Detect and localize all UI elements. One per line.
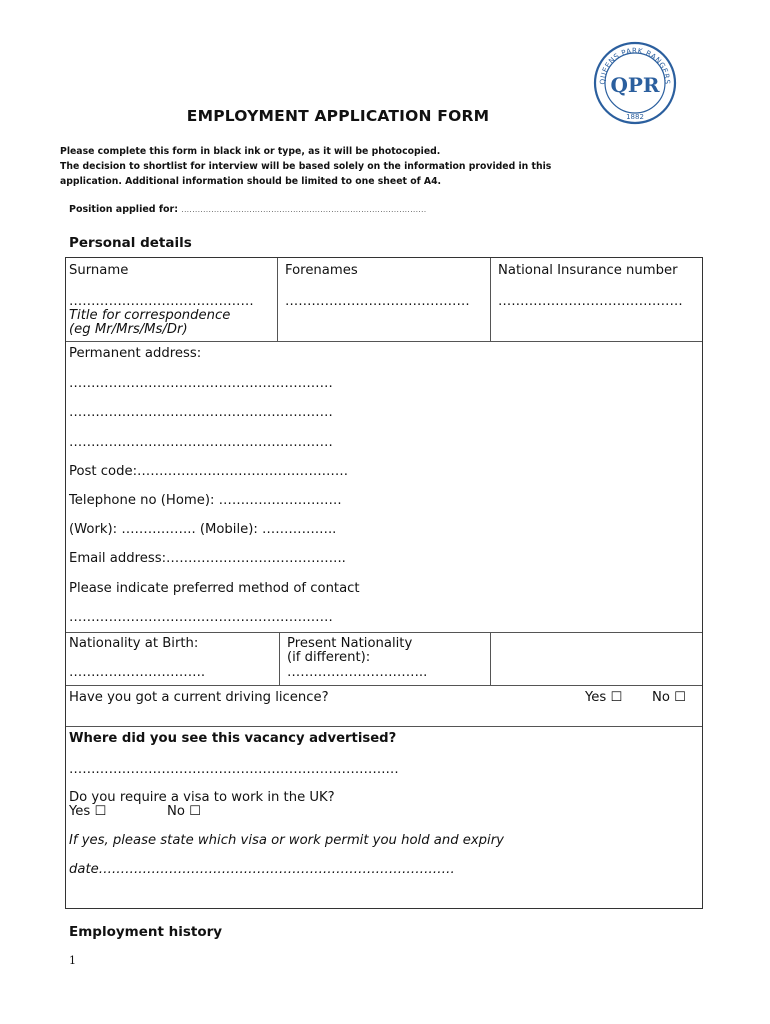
driving-licence-yes-checkbox[interactable]: Yes ☐ bbox=[585, 690, 623, 705]
position-dots[interactable]: .......................................................................................... bbox=[181, 206, 427, 214]
preferred-contact-input[interactable]: …………………………………………………… bbox=[69, 610, 333, 625]
postcode-field[interactable]: Post code:………………………………………… bbox=[69, 464, 349, 479]
col-divider bbox=[279, 632, 280, 685]
nationality-birth-input[interactable]: …………………………. bbox=[69, 665, 206, 680]
logo-year: 1882 bbox=[626, 113, 644, 121]
visa-yes-checkbox[interactable]: Yes ☐ bbox=[69, 804, 107, 819]
permanent-address-label: Permanent address: bbox=[69, 346, 202, 361]
nationality-birth-label: Nationality at Birth: bbox=[69, 636, 199, 651]
if-different-label: (if different): bbox=[287, 650, 371, 665]
logo-monogram: QPR bbox=[610, 73, 660, 97]
email-field[interactable]: Email address:………………………………….. bbox=[69, 551, 346, 566]
instructions bbox=[60, 144, 620, 189]
position-label: Position applied for bbox=[69, 204, 175, 215]
instruction-line: The decision to shortlist for interview will be based solely on the information provided in this bbox=[60, 161, 552, 172]
col-divider bbox=[490, 258, 491, 341]
address-line-1[interactable]: …………………………………………………… bbox=[69, 376, 333, 391]
visa-permit-instruction: If yes, please state which visa or work permit you hold and expiry bbox=[69, 833, 504, 848]
title-correspondence-example: (eg Mr/Mrs/Ms/Dr) bbox=[69, 322, 188, 337]
vacancy-advertised-input[interactable]: ………………………………………………………………… bbox=[69, 762, 399, 777]
row-divider bbox=[66, 632, 702, 633]
ni-number-label: National Insurance number bbox=[498, 263, 678, 278]
col-divider bbox=[490, 632, 491, 685]
personal-details-table bbox=[65, 257, 703, 909]
forenames-input[interactable]: …………………………………… bbox=[285, 294, 470, 309]
ni-number-input[interactable]: …………………………………… bbox=[498, 294, 683, 309]
address-line-2[interactable]: …………………………………………………… bbox=[69, 405, 333, 420]
forenames-label: Forenames bbox=[285, 263, 358, 278]
personal-details-heading: Personal details bbox=[69, 235, 192, 251]
row-divider bbox=[66, 685, 702, 686]
position-colon: : bbox=[174, 204, 179, 215]
work-mobile-field[interactable]: (Work): …………….. (Mobile): …………….. bbox=[69, 522, 337, 537]
preferred-contact-label: Please indicate preferred method of contact bbox=[69, 581, 360, 596]
present-nationality-input[interactable]: ………………………….. bbox=[287, 665, 428, 680]
telephone-home-field[interactable]: Telephone no (Home): ………………………. bbox=[69, 493, 342, 508]
address-line-3[interactable]: …………………………………………………… bbox=[69, 435, 333, 450]
visa-question: Do you require a visa to work in the UK? bbox=[69, 790, 335, 805]
surname-label: Surname bbox=[69, 263, 129, 278]
position-applied-field[interactable] bbox=[69, 204, 427, 215]
employment-history-heading: Employment history bbox=[69, 924, 223, 940]
col-divider bbox=[277, 258, 278, 341]
instruction-line: application. Additional information should be limited to one sheet of A4. bbox=[60, 176, 442, 187]
visa-no-checkbox[interactable]: No ☐ bbox=[167, 804, 201, 819]
driving-licence-no-checkbox[interactable]: No ☐ bbox=[652, 690, 686, 705]
instruction-line: Please complete this form in black ink or type, as it will be photocopied. bbox=[60, 146, 441, 157]
present-nationality-label: Present Nationality bbox=[287, 636, 413, 651]
vacancy-advertised-heading: Where did you see this vacancy advertised? bbox=[69, 731, 397, 746]
row-divider bbox=[66, 726, 702, 727]
title-correspondence-label: Title for correspondence bbox=[69, 308, 231, 323]
driving-licence-question: Have you got a current driving licence? bbox=[69, 690, 329, 705]
row-divider bbox=[66, 341, 702, 342]
visa-expiry-date-input[interactable]: date……………………………………………………………………… bbox=[69, 862, 455, 877]
page-title: EMPLOYMENT APPLICATION FORM bbox=[186, 107, 490, 125]
page-number: 1 bbox=[69, 954, 76, 967]
surname-input[interactable]: …………………………………… bbox=[69, 294, 254, 309]
logo-ring-text: QUEENS PARK RANGERS bbox=[597, 45, 673, 85]
